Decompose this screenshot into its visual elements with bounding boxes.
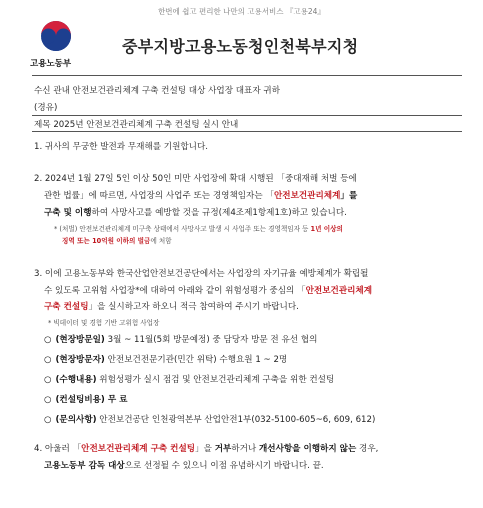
list-item xyxy=(44,333,317,345)
paragraph-2-line-c: 구축 및 이행하여 사망사고를 예방할 것을 규정(제4조제1항제1호)하고 있습니다. xyxy=(44,208,347,218)
list-item-label: (현장방문자) xyxy=(55,355,105,365)
paragraph-1: 1. 귀사의 무궁한 발전과 무재해를 기원합니다. xyxy=(34,142,209,152)
header-divider xyxy=(32,75,462,76)
subject-divider-bottom xyxy=(32,131,462,132)
page-title: 중부지방고용노동청인천북부지청 xyxy=(122,37,359,56)
list-item-text: 안전보건전문기관(민간 위탁) 수행요원 1 ~ 2명 xyxy=(104,355,288,365)
list-item-label: (문의사항) xyxy=(55,415,97,425)
list-item-text: 위험성평가 실시 점검 및 안전보건관리체계 구축을 위한 컨설팅 xyxy=(96,375,335,385)
recipient-line: 수신 관내 안전보건관리체계 구축 컨설팅 대상 사업장 대표자 귀하 xyxy=(34,86,280,96)
list-item xyxy=(44,413,375,425)
subject-line: 제목 2025년 안전보건관리체계 구축 컨설팅 실시 안내 xyxy=(34,120,239,130)
paragraph-4-line-b: 고용노동부 감독 대상으로 선정될 수 있으니 이점 유념하시기 바랍니다. 끝. xyxy=(44,461,324,471)
penalty-note-line-1: * (처벌) 안전보건관리체계 미구축 상태에서 사망사고 발생 시 사업주 또는 경영책임자 등 1년 이상의 xyxy=(54,225,343,233)
via-line: (경유) xyxy=(34,103,58,113)
list-item-label: (수행내용) xyxy=(55,375,97,385)
bullet-circle-icon: ○ xyxy=(44,375,52,385)
highlight-safety-system: 안전보건관리체계 xyxy=(273,191,341,201)
bullet-circle-icon: ○ xyxy=(44,355,52,365)
list-item xyxy=(44,373,334,385)
paragraph-2-line-b: 관한 법률」에 따르면, 사업장의 사업주 또는 경영책임자는 「안전보건관리체계」를 xyxy=(44,191,358,201)
paragraph-3-line-c: 구축 컨설팅」을 실시하고자 하오니 적극 참여하여 주시기 바랍니다. xyxy=(44,302,299,312)
list-item-text: 안전보건공단 인천광역본부 산업안전1부(032-5100-605~6, 609, 612) xyxy=(96,415,376,425)
paragraph-4-line-a: 4. 아울러 「안전보건관리체계 구축 컨설팅」을 거부하거나 개선사항을 이행하지 않는 경우, xyxy=(34,444,379,454)
bullet-circle-icon: ○ xyxy=(44,395,52,405)
paragraph-3-line-b: 수 있도록 고위험 사업장*에 대하여 아래와 같이 위험성평가 중심의 「안전보건관리체계 xyxy=(44,286,373,296)
org-name: 고용노동부 xyxy=(30,59,72,69)
list-item-text: 3월 ~ 11월(5회 방문예정) 중 담당자 방문 전 유선 협의 xyxy=(104,335,318,345)
penalty-note-line-2: 징역 또는 10억원 이하의 벌금에 처함 xyxy=(62,237,172,245)
bullet-circle-icon: ○ xyxy=(44,415,52,425)
list-item xyxy=(44,393,127,405)
paragraph-2-line-a: 2. 2024년 1월 27일 5인 이상 50인 미만 사업장에 확대 시행된 「중대재해 처벌 등에 xyxy=(34,174,357,184)
list-item-label: (현장방문일) xyxy=(55,335,105,345)
slogan: 한번에 쉽고 편리한 나만의 고용서비스 『고용24』 xyxy=(158,7,325,16)
high-risk-note: * 빅데이터 및 경험 기반 고위험 사업장 xyxy=(48,319,160,327)
bullet-circle-icon: ○ xyxy=(44,335,52,345)
list-item xyxy=(44,353,287,365)
list-item-label: (컨설팅비용) 무 료 xyxy=(55,395,128,405)
paragraph-3-line-a: 3. 이에 고용노동부와 한국산업안전보건공단에서는 사업장의 자기규율 예방체계가 확립될 xyxy=(34,269,369,279)
subject-divider-top xyxy=(32,115,462,116)
